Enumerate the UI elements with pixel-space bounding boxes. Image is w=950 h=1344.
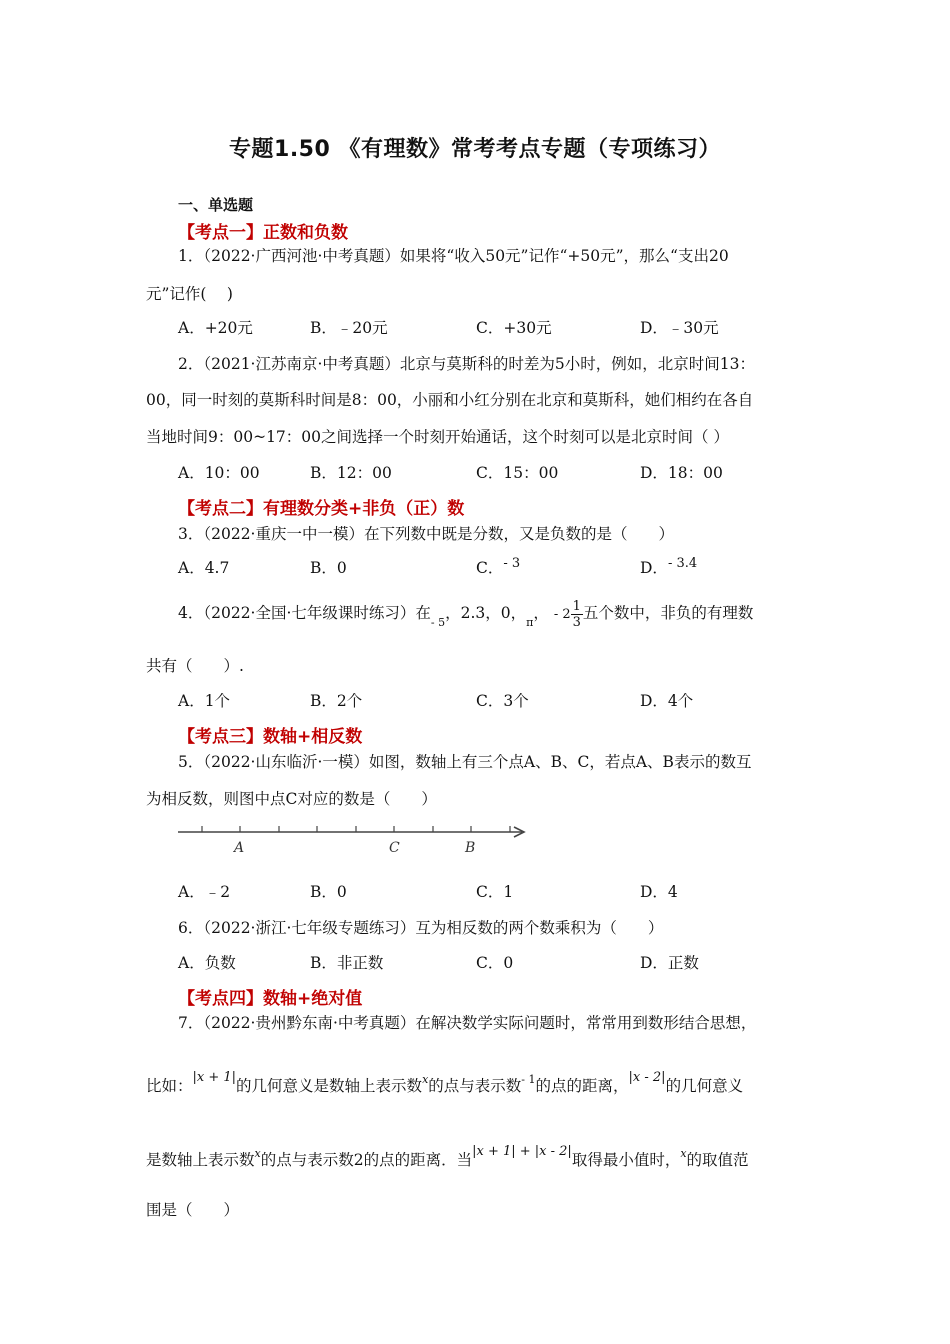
q7-neg-one: - 1 — [521, 1073, 536, 1086]
topic-heading-1: 【考点一】正数和负数 — [178, 223, 348, 243]
q4-line2: 共有（ ）. — [146, 657, 244, 675]
page-title: 专题1.50 《有理数》常考考点专题（专项练习） — [229, 137, 721, 162]
q7-line3 — [146, 1144, 749, 1170]
point-c-label: C — [389, 840, 400, 856]
q7-l3-b: 的点与表示数2的点的距离．当 — [260, 1151, 473, 1169]
q4-fraction-denominator: 3 — [572, 614, 581, 630]
q7-abs-x-minus-2: |x - 2| — [628, 1070, 666, 1085]
q5-option-d: D．4 — [640, 883, 678, 901]
q6-line1: 6．（2022·浙江·七年级专题练习）互为相反数的两个数乘积为（ ） — [178, 919, 664, 937]
q2-line1: 2．（2021·江苏南京·中考真题）北京与莫斯科的时差为5小时，例如，北京时间13： — [178, 355, 755, 373]
q5-line1: 5．（2022·山东临沂·一模）如图，数轴上有三个点A、B、C，若点A、B表示的数互 — [178, 753, 752, 771]
q6-option-d: D．正数 — [640, 954, 699, 972]
q7-line2 — [146, 1070, 744, 1096]
point-b-label: B — [465, 840, 476, 856]
q2-option-b: B．12：00 — [310, 464, 392, 482]
q1-line2: 元”记作( ) — [146, 285, 233, 303]
q3-option-d-label: D． — [640, 559, 668, 577]
q4-neg-five: - 5 — [430, 616, 446, 629]
topic-heading-3: 【考点三】数轴+相反数 — [178, 727, 363, 747]
q2-option-c: C．15：00 — [476, 464, 559, 482]
q5-option-c: C．1 — [476, 883, 514, 901]
q7-l3-d: 的取值范 — [686, 1151, 749, 1169]
number-line-ticks — [202, 826, 510, 832]
q4-fraction-numerator: 1 — [572, 598, 581, 614]
q3-option-b: B．0 — [310, 559, 347, 577]
point-a-label: A — [234, 840, 245, 856]
q1-option-c: C．+30元 — [476, 319, 552, 337]
q7-var-x-2: x — [254, 1147, 261, 1160]
q5-option-b: B．0 — [310, 883, 347, 901]
q7-abs-sum: |x + 1| + |x - 2| — [472, 1144, 572, 1159]
q4-pi: π — [526, 616, 534, 629]
q4-option-b: B．2个 — [310, 692, 363, 710]
q4-suffix: 五个数中，非负的有理数 — [582, 604, 754, 622]
q7-var-x: x — [422, 1073, 429, 1086]
section-heading: 一、单选题 — [178, 196, 254, 214]
q3-option-d-value: - 3.4 — [667, 556, 698, 571]
topic-heading-4: 【考点四】数轴+绝对值 — [178, 989, 363, 1009]
q7-l2-e: 的几何意义 — [665, 1077, 744, 1095]
q2-option-d: D．18：00 — [640, 464, 723, 482]
q3-option-c — [476, 556, 520, 578]
q4-option-a: A．1个 — [178, 692, 231, 710]
q3-line1: 3．（2022·重庆一中一模）在下列数中既是分数，又是负数的是（ ） — [178, 525, 674, 543]
q4-prefix: 4．（2022·全国·七年级课时练习）在 — [178, 604, 431, 622]
q5-line2: 为相反数，则图中点C对应的数是（ ） — [146, 790, 437, 808]
q4-option-d: D．4个 — [640, 692, 694, 710]
q6-option-c: C．0 — [476, 954, 514, 972]
number-line-figure — [170, 818, 540, 863]
topic-heading-2: 【考点二】有理数分类+非负（正）数 — [178, 499, 465, 519]
q7-line1: 7．（2022·贵州黔东南·中考真题）在解决数学实际问题时，常常用到数形结合思想， — [178, 1014, 757, 1032]
q1-option-a: A．+20元 — [178, 319, 253, 337]
q3-option-a: A．4.7 — [178, 559, 230, 577]
q5-option-a: A．﹣2 — [178, 883, 231, 901]
q1-option-b: B．﹣20元 — [310, 319, 388, 337]
q7-l3-c: 取得最小值时， — [571, 1151, 681, 1169]
q7-l2-c: 的点与表示数 — [428, 1077, 522, 1095]
q4-mixed-whole: - 2 — [553, 607, 571, 622]
q2-line2: 00，同一时刻的莫斯科时间是8：00，小丽和小红分别在北京和莫斯科，她们相约在各自 — [146, 391, 754, 409]
q7-l3-a: 是数轴上表示数 — [146, 1151, 255, 1169]
q6-option-a: A．负数 — [178, 954, 236, 972]
q3-option-c-label: C． — [476, 559, 504, 577]
q7-l2-d: 的点的距离， — [535, 1077, 629, 1095]
q7-var-x-3: x — [680, 1147, 687, 1160]
q2-option-a: A．10：00 — [178, 464, 260, 482]
q7-l2-b: 的几何意义是数轴上表示数 — [236, 1077, 423, 1095]
q3-option-c-value: - 3 — [503, 556, 521, 571]
q4-option-c: C．3个 — [476, 692, 529, 710]
q4-comma: ， — [533, 604, 549, 622]
q7-abs-x-plus-1: |x + 1| — [192, 1070, 237, 1085]
q1-option-d: D．﹣30元 — [640, 319, 719, 337]
q4-mid: ，2.3，0， — [445, 604, 527, 622]
q7-l2-a: 比如： — [146, 1077, 193, 1095]
q4-mixed-fraction — [571, 599, 583, 630]
q6-option-b: B．非正数 — [310, 954, 384, 972]
q4-line1 — [178, 596, 753, 632]
q2-line3: 当地时间9：00~17：00之间选择一个时刻开始通话，这个时刻可以是北京时间（ ） — [146, 428, 729, 446]
q1-line1: 1．（2022·广西河池·中考真题）如果将“收入50元”记作“+50元”，那么“支出20 — [178, 247, 729, 265]
q3-option-d — [640, 556, 697, 578]
q7-line4: 围是（ ） — [146, 1201, 240, 1219]
